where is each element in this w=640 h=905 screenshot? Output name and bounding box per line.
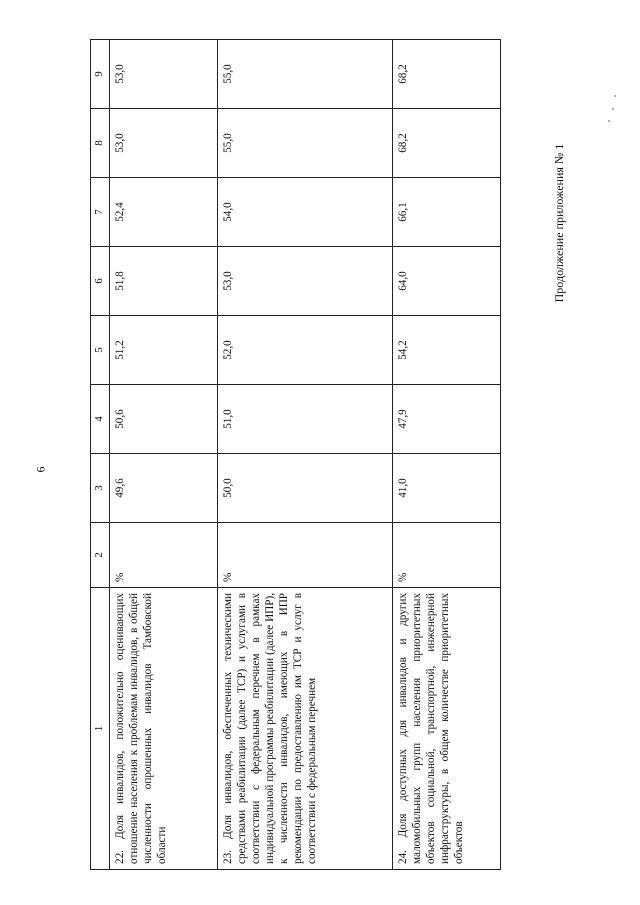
value-cell: 41,0 <box>393 454 501 523</box>
value-cell: 50,0 <box>218 454 393 523</box>
value-cell: 52,0 <box>218 316 393 385</box>
scan-speck <box>612 108 614 110</box>
column-number: 7 <box>91 178 110 247</box>
scan-speck <box>608 120 610 122</box>
value-cell: 51,0 <box>218 385 393 454</box>
value-cell: 49,6 <box>110 454 218 523</box>
indicators-table <box>90 39 501 870</box>
table-area <box>90 40 495 870</box>
table-row <box>110 40 218 870</box>
value-cell: 54,0 <box>218 178 393 247</box>
unit-cell: % <box>110 523 218 588</box>
table-row <box>218 40 393 870</box>
unit-cell: % <box>393 523 501 588</box>
value-cell: 55,0 <box>218 109 393 178</box>
scan-speck <box>614 95 616 97</box>
indicator-text: 24. Доля доступных для инвалидов и других маломобильных групп населения приоритетных объектов социальной, транспортной, инженерной инфраструктуры, в общем количестве приоритетных объектов <box>393 588 501 870</box>
value-cell: 53,0 <box>110 40 218 109</box>
column-number: 4 <box>91 385 110 454</box>
value-cell: 54,2 <box>393 316 501 385</box>
indicator-text: 23. Доля инвалидов, обеспеченных техническими средствами реабилитации (далее ТСР) и услугами в соответствии с федеральным перечнем в рамках индивидуальной программы реабилитации (далее ИПР), к численности инвалидов, имеющих в ИПР рекомендации по предоставлению им ТСР и услуг в соответствии с федеральным перечнем <box>218 588 393 870</box>
column-number: 8 <box>91 109 110 178</box>
table-row <box>393 40 501 870</box>
column-number: 5 <box>91 316 110 385</box>
value-cell: 55,0 <box>218 40 393 109</box>
value-cell: 53,0 <box>110 109 218 178</box>
unit-cell: % <box>218 523 393 588</box>
rotated-table-wrapper <box>90 40 495 870</box>
value-cell: 68,2 <box>393 40 501 109</box>
value-cell: 50,6 <box>110 385 218 454</box>
column-number: 9 <box>91 40 110 109</box>
value-cell: 66,1 <box>393 178 501 247</box>
column-number: 3 <box>91 454 110 523</box>
value-cell: 47,9 <box>393 385 501 454</box>
value-cell: 51,8 <box>110 247 218 316</box>
column-number: 1 <box>91 588 110 870</box>
value-cell: 52,4 <box>110 178 218 247</box>
table-header-row <box>91 40 110 870</box>
value-cell: 51,2 <box>110 316 218 385</box>
value-cell: 68,2 <box>393 109 501 178</box>
column-number: 2 <box>91 523 110 588</box>
appendix-continuation-note: Продолжение приложения № 1 <box>552 143 566 303</box>
indicator-text: 22. Доля инвалидов, положительно оценивающих отношение населения к проблемам инвалидов, в общей численности опрошенных инвалидов Тамбовской области <box>110 588 218 870</box>
value-cell: 64,0 <box>393 247 501 316</box>
value-cell: 53,0 <box>218 247 393 316</box>
column-number: 6 <box>91 247 110 316</box>
page-number: 6 <box>33 466 48 473</box>
